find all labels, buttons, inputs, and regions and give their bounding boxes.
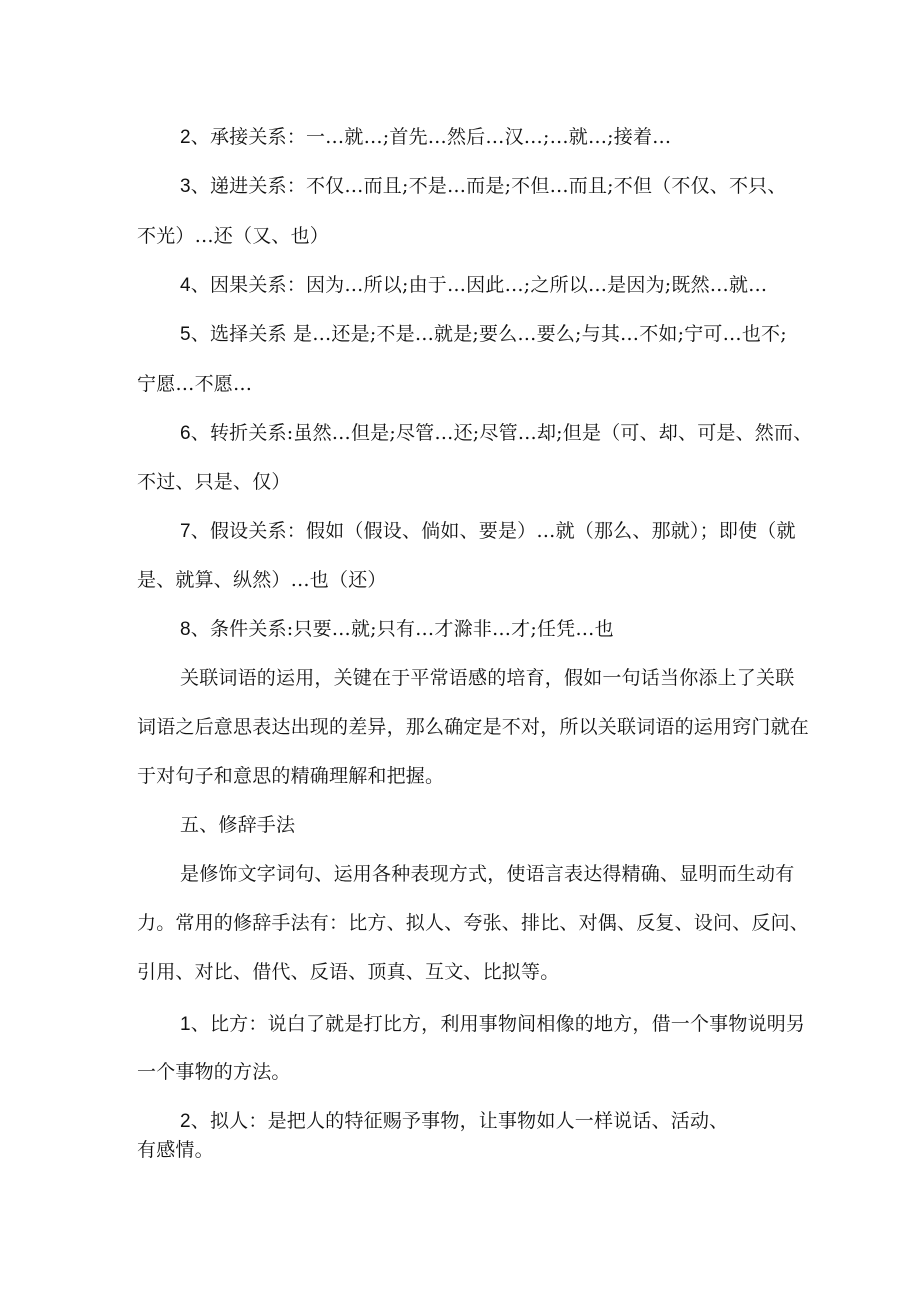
text-line: 于对句子和意思的精确理解和把握。 [137, 765, 445, 787]
text-line: 不过、只是、仅） [137, 471, 291, 493]
text-line: 宁愿…不愿… [137, 373, 253, 395]
text-line: 3、递进关系：不仅…而且;不是…而是;不但…而且;不但（不仅、不只、 [180, 175, 787, 197]
text-line: 关联词语的运用，关键在于平常语感的培育，假如一句话当你添上了关联 [180, 667, 795, 689]
text-line: 一个事物的方法。 [137, 1061, 291, 1083]
text-line: 不光）…还（又、也） [137, 225, 330, 247]
text-line: 引用、对比、借代、反语、顶真、互文、比拟等。 [137, 961, 560, 983]
section-heading: 五、修辞手法 [180, 814, 296, 836]
text-line: 是修饰文字词句、运用各种表现方式，使语言表达得精确、显明而生动有 [180, 863, 795, 885]
text-line: 2、拟人：是把人的特征赐予事物，让事物如人一样说话、活动、 [180, 1110, 729, 1132]
text-line: 1、比方：说白了就是打比方，利用事物间相像的地方，借一个事物说明另 [180, 1013, 806, 1035]
text-line: 有感情。 [137, 1139, 214, 1161]
text-line: 2、承接关系：一…就…;首先…然后…汉…;…就…;接着… [180, 126, 672, 148]
text-line: 力。常用的修辞手法有：比方、拟人、夸张、排比、对偶、反复、设问、反问、 [137, 912, 810, 934]
text-line: 8、条件关系:只要…就;只有…才滁非…才;任凭…也 [180, 618, 614, 640]
text-line: 7、假设关系：假如（假设、倘如、要是）…就（那么、那就）；即使（就 [180, 520, 796, 542]
text-line: 是、就算、纵然）…也（还） [137, 569, 387, 591]
text-line: 4、因果关系：因为…所以;由于…因此…;之所以…是因为;既然…就… [180, 274, 768, 296]
text-line: 6、转折关系:虽然…但是;尽管…还;尽管…却;但是（可、却、可是、然而、 [180, 422, 813, 444]
text-line: 词语之后意思表达出现的差异，那么确定是不对，所以关联词语的运用窍门就在 [137, 716, 810, 738]
text-line: 5、选择关系 是…还是;不是…就是;要么…要么;与其…不如;宁可…也不; [180, 323, 787, 345]
